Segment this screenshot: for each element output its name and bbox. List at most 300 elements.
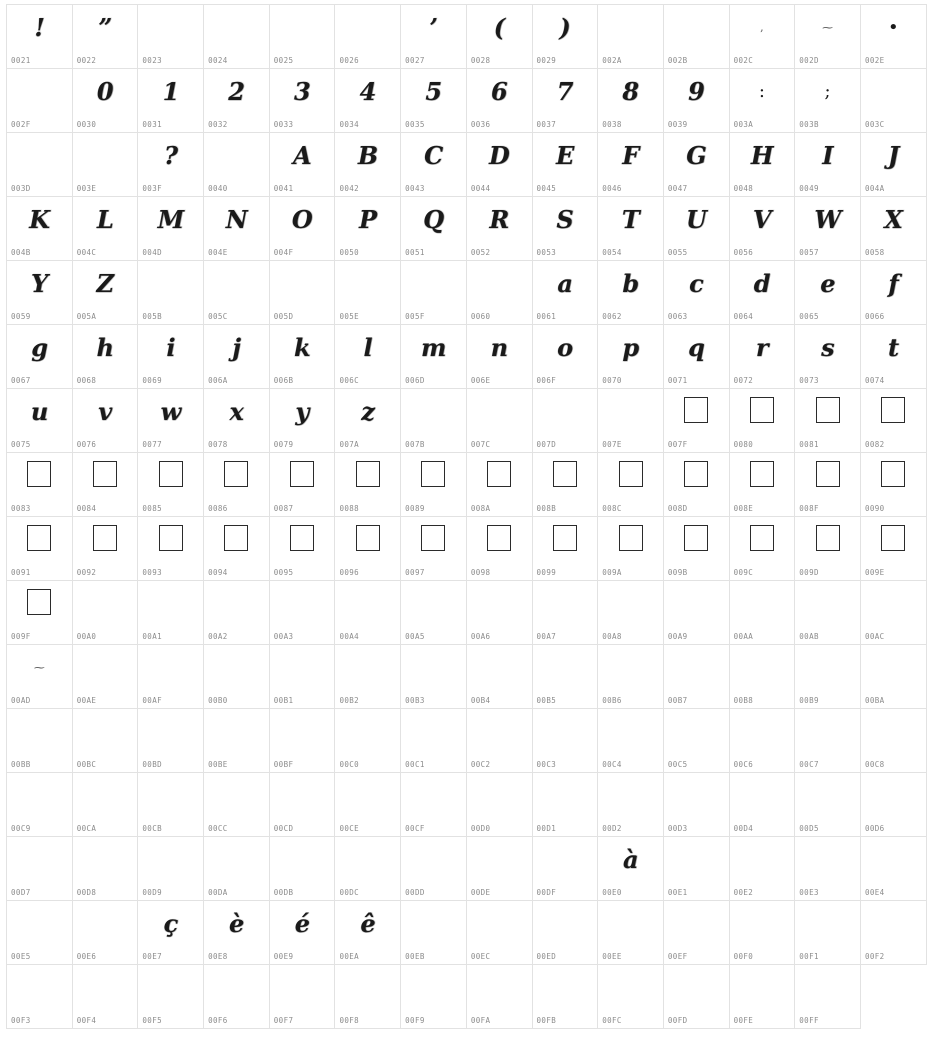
glyph-cell[interactable] — [269, 645, 335, 709]
glyph-preview: n — [490, 333, 508, 362]
glyph-cell[interactable] — [335, 709, 401, 773]
glyph-cell[interactable] — [729, 901, 795, 965]
glyph-cell-inner — [467, 901, 532, 964]
glyph-cell[interactable] — [860, 837, 926, 901]
glyph-cell[interactable] — [598, 517, 664, 581]
glyph-cell[interactable] — [466, 389, 532, 453]
glyph-cell[interactable] — [204, 5, 270, 69]
glyph-cell[interactable] — [72, 5, 138, 69]
glyph-codepoint-label: 008F — [799, 504, 819, 513]
glyph-cell[interactable] — [532, 517, 598, 581]
glyph-cell[interactable] — [335, 581, 401, 645]
glyph-cell[interactable] — [138, 5, 204, 69]
glyph-cell-inner — [204, 517, 269, 580]
glyph-cell[interactable] — [7, 133, 73, 197]
glyph-cell[interactable] — [401, 581, 467, 645]
glyph-cell[interactable] — [7, 837, 73, 901]
glyph-codepoint-label: 0072 — [733, 376, 754, 385]
glyph-cell[interactable] — [663, 453, 729, 517]
glyph-cell[interactable] — [598, 69, 664, 133]
glyph-cell[interactable] — [466, 69, 532, 133]
glyph-cell[interactable] — [401, 773, 467, 837]
glyph-cell[interactable] — [532, 389, 598, 453]
glyph-cell[interactable] — [335, 965, 401, 1029]
glyph-cell[interactable] — [72, 965, 138, 1029]
glyph-cell[interactable] — [729, 709, 795, 773]
glyph-cell[interactable] — [860, 261, 926, 325]
glyph-cell[interactable] — [335, 645, 401, 709]
glyph-cell[interactable] — [204, 133, 270, 197]
glyph-row — [7, 901, 927, 965]
glyph-cell[interactable] — [269, 133, 335, 197]
glyph-cell[interactable] — [795, 773, 861, 837]
glyph-cell[interactable] — [204, 325, 270, 389]
glyph-preview: H — [750, 141, 773, 170]
glyph-cell[interactable] — [204, 773, 270, 837]
glyph-cell-inner — [795, 645, 860, 708]
glyph-cell[interactable] — [72, 69, 138, 133]
glyph-cell[interactable] — [795, 453, 861, 517]
glyph-cell[interactable] — [795, 325, 861, 389]
glyph-cell[interactable] — [7, 581, 73, 645]
glyph-cell-inner — [7, 389, 72, 452]
glyph-cell[interactable] — [401, 5, 467, 69]
glyph-cell[interactable] — [466, 773, 532, 837]
glyph-cell[interactable] — [729, 69, 795, 133]
glyph-cell[interactable] — [795, 5, 861, 69]
glyph-cell[interactable] — [401, 965, 467, 1029]
glyph-cell[interactable] — [663, 5, 729, 69]
glyph-cell[interactable] — [72, 325, 138, 389]
glyph-cell-inner — [335, 261, 400, 324]
glyph-cell[interactable] — [401, 133, 467, 197]
glyph-cell[interactable] — [729, 581, 795, 645]
glyph-cell[interactable] — [138, 965, 204, 1029]
glyph-cell-inner — [73, 325, 138, 388]
glyph-codepoint-label: 00DA — [208, 888, 228, 897]
glyph-cell[interactable] — [7, 325, 73, 389]
glyph-cell-inner — [335, 453, 400, 516]
glyph-cell[interactable] — [729, 389, 795, 453]
glyph-cell[interactable] — [860, 325, 926, 389]
glyph-cell[interactable] — [598, 581, 664, 645]
glyph-cell[interactable] — [729, 837, 795, 901]
glyph-cell[interactable] — [138, 709, 204, 773]
glyph-codepoint-label: 0098 — [470, 568, 491, 577]
glyph-cell[interactable] — [72, 133, 138, 197]
glyph-cell[interactable] — [860, 581, 926, 645]
glyph-cell[interactable] — [729, 325, 795, 389]
glyph-cell[interactable] — [335, 837, 401, 901]
glyph-cell[interactable] — [466, 837, 532, 901]
glyph-row — [7, 69, 927, 133]
glyph-cell[interactable] — [598, 325, 664, 389]
glyph-cell-inner — [7, 837, 72, 900]
glyph-cell[interactable] — [204, 69, 270, 133]
glyph-cell[interactable] — [532, 197, 598, 261]
glyph-cell[interactable] — [138, 645, 204, 709]
glyph-cell[interactable] — [335, 389, 401, 453]
glyph-cell[interactable] — [598, 5, 664, 69]
glyph-cell[interactable] — [663, 517, 729, 581]
glyph-cell[interactable] — [204, 453, 270, 517]
glyph-cell[interactable] — [72, 901, 138, 965]
glyph-codepoint-label: 005D — [273, 312, 294, 321]
glyph-cell[interactable] — [7, 773, 73, 837]
glyph-codepoint-label: 009A — [602, 568, 622, 577]
glyph-cell[interactable] — [335, 197, 401, 261]
glyph-cell[interactable] — [72, 581, 138, 645]
glyph-cell[interactable] — [598, 197, 664, 261]
glyph-cell[interactable] — [269, 581, 335, 645]
glyph-cell[interactable] — [138, 197, 204, 261]
glyph-codepoint-label: 00E6 — [76, 952, 97, 961]
glyph-cell[interactable] — [204, 261, 270, 325]
glyph-cell[interactable] — [401, 645, 467, 709]
glyph-cell[interactable] — [532, 325, 598, 389]
glyph-cell[interactable] — [663, 197, 729, 261]
glyph-cell[interactable] — [860, 709, 926, 773]
glyph-codepoint-label: 00E7 — [142, 952, 163, 961]
glyph-cell-inner — [7, 517, 72, 580]
glyph-cell[interactable] — [7, 709, 73, 773]
glyph-cell[interactable] — [663, 389, 729, 453]
glyph-cell[interactable] — [7, 453, 73, 517]
glyph-cell-inner — [795, 69, 860, 132]
glyph-cell[interactable] — [598, 389, 664, 453]
glyph-cell[interactable] — [466, 325, 532, 389]
glyph-cell[interactable] — [466, 709, 532, 773]
glyph-cell[interactable] — [269, 517, 335, 581]
glyph-cell[interactable] — [466, 901, 532, 965]
glyph-cell[interactable] — [269, 261, 335, 325]
glyph-cell[interactable] — [466, 5, 532, 69]
glyph-cell[interactable] — [466, 517, 532, 581]
glyph-cell[interactable] — [335, 5, 401, 69]
glyph-codepoint-label: 00A8 — [602, 632, 622, 641]
glyph-cell[interactable] — [401, 197, 467, 261]
glyph-cell[interactable] — [7, 517, 73, 581]
glyph-cell[interactable] — [204, 837, 270, 901]
glyph-cell[interactable] — [72, 645, 138, 709]
glyph-cell[interactable] — [795, 517, 861, 581]
glyph-cell[interactable] — [204, 645, 270, 709]
glyph-cell[interactable] — [335, 453, 401, 517]
glyph-cell[interactable] — [663, 709, 729, 773]
glyph-cell[interactable] — [269, 709, 335, 773]
glyph-cell[interactable] — [795, 581, 861, 645]
glyph-cell[interactable] — [729, 645, 795, 709]
glyph-cell-inner — [664, 837, 729, 900]
glyph-preview: V — [752, 205, 771, 234]
glyph-cell[interactable] — [72, 453, 138, 517]
glyph-cell-inner — [664, 517, 729, 580]
glyph-cell[interactable] — [860, 197, 926, 261]
glyph-cell[interactable] — [860, 517, 926, 581]
glyph-cell-inner — [598, 5, 663, 68]
notdef-box-icon — [684, 525, 708, 551]
glyph-cell[interactable] — [72, 837, 138, 901]
glyph-preview: 4 — [359, 77, 376, 106]
glyph-cell[interactable] — [663, 69, 729, 133]
notdef-box-icon — [750, 397, 774, 423]
notdef-box-icon — [224, 461, 248, 487]
glyph-cell[interactable] — [335, 261, 401, 325]
glyph-cell[interactable] — [532, 773, 598, 837]
glyph-codepoint-label: 0054 — [602, 248, 622, 257]
glyph-preview: J — [887, 141, 899, 170]
glyph-preview: ” — [98, 13, 112, 42]
glyph-codepoint-label: 00A7 — [536, 632, 557, 641]
glyph-cell[interactable] — [401, 837, 467, 901]
glyph-cell[interactable] — [729, 197, 795, 261]
glyph-cell[interactable] — [138, 261, 204, 325]
glyph-cell[interactable] — [7, 69, 73, 133]
glyph-codepoint-label: 00DC — [339, 888, 360, 897]
glyph-cell[interactable] — [72, 261, 138, 325]
glyph-cell[interactable] — [729, 5, 795, 69]
glyph-cell[interactable] — [532, 645, 598, 709]
glyph-cell[interactable] — [860, 773, 926, 837]
glyph-codepoint-label: 00FF — [799, 1016, 819, 1025]
glyph-codepoint-label: 0022 — [76, 56, 97, 65]
glyph-codepoint-label: 0037 — [536, 120, 557, 129]
glyph-cell[interactable] — [138, 517, 204, 581]
glyph-cell[interactable] — [598, 709, 664, 773]
glyph-cell[interactable] — [138, 581, 204, 645]
glyph-cell[interactable] — [138, 837, 204, 901]
glyph-cell-inner — [533, 517, 598, 580]
glyph-cell[interactable] — [7, 901, 73, 965]
glyph-cell[interactable] — [466, 261, 532, 325]
glyph-cell[interactable] — [72, 773, 138, 837]
glyph-cell[interactable] — [401, 261, 467, 325]
glyph-cell[interactable] — [532, 837, 598, 901]
glyph-preview: s — [821, 333, 835, 362]
glyph-cell[interactable] — [204, 965, 270, 1029]
glyph-cell-inner — [533, 5, 598, 68]
glyph-cell[interactable] — [598, 133, 664, 197]
glyph-codepoint-label: 006A — [208, 376, 228, 385]
glyph-cell[interactable] — [729, 773, 795, 837]
glyph-cell[interactable] — [204, 901, 270, 965]
glyph-cell[interactable] — [532, 5, 598, 69]
glyph-cell[interactable] — [795, 837, 861, 901]
glyph-cell[interactable] — [663, 261, 729, 325]
glyph-codepoint-label: 0025 — [273, 56, 294, 65]
glyph-cell[interactable] — [795, 197, 861, 261]
glyph-cell[interactable] — [269, 453, 335, 517]
glyph-cell[interactable] — [401, 517, 467, 581]
glyph-cell-inner — [204, 773, 269, 836]
glyph-cell[interactable] — [598, 965, 664, 1029]
glyph-cell[interactable] — [269, 965, 335, 1029]
glyph-cell[interactable] — [729, 965, 795, 1029]
glyph-cell[interactable] — [7, 261, 73, 325]
glyph-cell[interactable] — [204, 197, 270, 261]
glyph-cell[interactable] — [466, 965, 532, 1029]
glyph-cell[interactable] — [860, 645, 926, 709]
glyph-cell[interactable] — [860, 133, 926, 197]
glyph-cell[interactable] — [663, 965, 729, 1029]
glyph-row — [7, 709, 927, 773]
glyph-cell[interactable] — [729, 453, 795, 517]
glyph-cell[interactable] — [72, 197, 138, 261]
glyph-cell[interactable] — [663, 581, 729, 645]
glyph-cell[interactable] — [532, 69, 598, 133]
glyph-cell[interactable] — [269, 773, 335, 837]
glyph-cell[interactable] — [401, 901, 467, 965]
glyph-cell[interactable] — [466, 133, 532, 197]
glyph-cell[interactable] — [72, 517, 138, 581]
glyph-cell-inner — [467, 645, 532, 708]
glyph-cell[interactable] — [401, 453, 467, 517]
glyph-cell[interactable] — [598, 773, 664, 837]
glyph-cell[interactable] — [532, 965, 598, 1029]
glyph-cell[interactable] — [7, 5, 73, 69]
glyph-cell-inner — [598, 837, 663, 900]
glyph-cell[interactable] — [860, 453, 926, 517]
glyph-codepoint-label: 006D — [405, 376, 425, 385]
glyph-preview: N — [225, 205, 248, 234]
glyph-cell[interactable] — [335, 901, 401, 965]
glyph-cell-inner — [598, 773, 663, 836]
glyph-cell-inner — [533, 709, 598, 772]
glyph-cell[interactable] — [335, 517, 401, 581]
glyph-cell[interactable] — [269, 389, 335, 453]
glyph-cell[interactable] — [729, 261, 795, 325]
glyph-cell[interactable] — [335, 325, 401, 389]
glyph-cell[interactable] — [401, 69, 467, 133]
glyph-cell[interactable] — [269, 837, 335, 901]
glyph-cell[interactable] — [729, 517, 795, 581]
glyph-cell[interactable] — [335, 69, 401, 133]
glyph-cell[interactable] — [532, 709, 598, 773]
glyph-cell-inner — [795, 325, 860, 388]
glyph-cell[interactable] — [532, 261, 598, 325]
glyph-cell[interactable] — [401, 325, 467, 389]
glyph-cell[interactable] — [204, 389, 270, 453]
glyph-cell-inner — [861, 69, 926, 132]
glyph-cell-inner — [138, 965, 203, 1028]
glyph-cell[interactable] — [598, 901, 664, 965]
glyph-cell[interactable] — [466, 581, 532, 645]
glyph-cell-inner — [7, 5, 72, 68]
glyph-cell[interactable] — [795, 645, 861, 709]
glyph-cell[interactable] — [598, 453, 664, 517]
glyph-cell[interactable] — [860, 901, 926, 965]
glyph-cell[interactable] — [532, 133, 598, 197]
glyph-cell[interactable] — [795, 133, 861, 197]
glyph-cell[interactable] — [532, 581, 598, 645]
glyph-cell[interactable] — [204, 581, 270, 645]
glyph-cell[interactable] — [466, 645, 532, 709]
glyph-cell[interactable] — [401, 709, 467, 773]
glyph-codepoint-label: 00B7 — [667, 696, 688, 705]
glyph-preview: ’ — [429, 13, 438, 42]
glyph-cell[interactable] — [204, 517, 270, 581]
glyph-cell[interactable] — [729, 133, 795, 197]
glyph-cell[interactable] — [7, 965, 73, 1029]
glyph-cell[interactable] — [204, 709, 270, 773]
glyph-cell[interactable] — [335, 133, 401, 197]
glyph-codepoint-label: 0046 — [602, 184, 622, 193]
glyph-cell[interactable] — [663, 773, 729, 837]
glyph-cell[interactable] — [598, 645, 664, 709]
glyph-cell[interactable] — [795, 901, 861, 965]
glyph-cell[interactable] — [466, 453, 532, 517]
glyph-cell-inner — [730, 773, 795, 836]
glyph-cell[interactable] — [795, 709, 861, 773]
glyph-cell-inner — [401, 645, 466, 708]
glyph-codepoint-label: 0086 — [208, 504, 228, 513]
glyph-cell[interactable] — [138, 325, 204, 389]
glyph-cell[interactable] — [269, 197, 335, 261]
glyph-cell[interactable] — [532, 901, 598, 965]
glyph-cell[interactable] — [138, 133, 204, 197]
glyph-cell[interactable] — [269, 69, 335, 133]
glyph-cell[interactable] — [663, 837, 729, 901]
glyph-cell-inner — [795, 901, 860, 964]
glyph-cell[interactable] — [860, 389, 926, 453]
glyph-cell[interactable] — [72, 389, 138, 453]
glyph-cell[interactable] — [795, 261, 861, 325]
glyph-codepoint-label: 008D — [667, 504, 688, 513]
glyph-cell[interactable] — [7, 197, 73, 261]
glyph-cell[interactable] — [138, 901, 204, 965]
glyph-cell-inner — [795, 517, 860, 580]
glyph-codepoint-label: 00F4 — [76, 1016, 97, 1025]
glyph-row — [7, 517, 927, 581]
glyph-cell[interactable] — [663, 133, 729, 197]
glyph-cell-inner — [401, 325, 466, 388]
glyph-cell[interactable] — [532, 453, 598, 517]
glyph-cell[interactable] — [7, 645, 73, 709]
glyph-cell[interactable] — [795, 69, 861, 133]
glyph-codepoint-label: 0057 — [799, 248, 819, 257]
glyph-cell[interactable] — [138, 453, 204, 517]
glyph-cell[interactable] — [269, 5, 335, 69]
glyph-cell[interactable] — [401, 389, 467, 453]
notdef-box-icon — [619, 525, 643, 551]
glyph-cell[interactable] — [598, 837, 664, 901]
glyph-cell[interactable] — [663, 645, 729, 709]
glyph-cell[interactable] — [138, 389, 204, 453]
glyph-cell[interactable] — [663, 901, 729, 965]
glyph-cell[interactable] — [335, 773, 401, 837]
glyph-codepoint-label: 00C3 — [536, 760, 557, 769]
glyph-preview: i — [166, 333, 176, 362]
glyph-cell[interactable] — [598, 261, 664, 325]
glyph-cell[interactable] — [663, 325, 729, 389]
glyph-cell[interactable] — [269, 325, 335, 389]
glyph-cell-inner — [730, 5, 795, 68]
glyph-cell[interactable] — [860, 5, 926, 69]
glyph-cell-inner — [335, 581, 400, 644]
glyph-cell-inner — [270, 325, 335, 388]
glyph-cell[interactable] — [269, 901, 335, 965]
glyph-cell[interactable] — [466, 197, 532, 261]
glyph-cell[interactable] — [138, 773, 204, 837]
glyph-cell[interactable] — [7, 389, 73, 453]
glyph-cell[interactable] — [138, 69, 204, 133]
glyph-codepoint-label: 003B — [799, 120, 819, 129]
glyph-cell[interactable] — [860, 69, 926, 133]
glyph-cell[interactable] — [72, 709, 138, 773]
glyph-cell[interactable] — [795, 965, 861, 1029]
glyph-cell[interactable] — [795, 389, 861, 453]
glyph-cell-inner — [730, 389, 795, 452]
